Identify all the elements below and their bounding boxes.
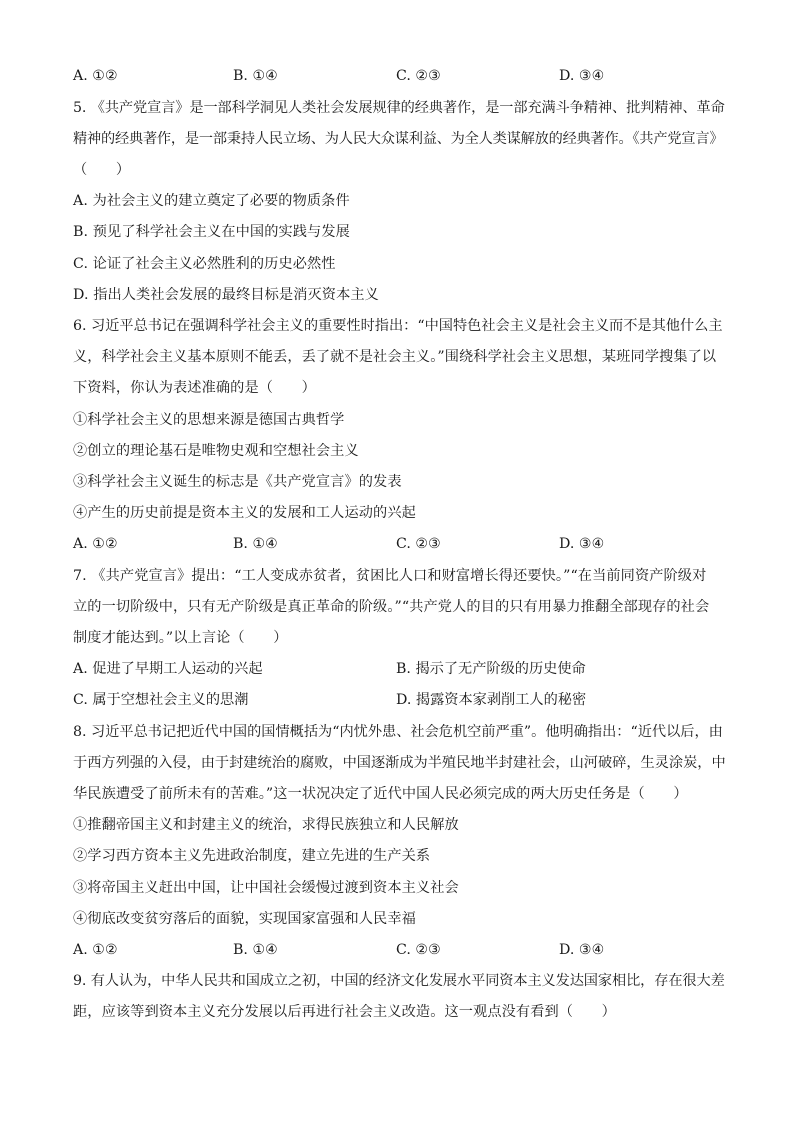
q7-stem-line-2: 立的一切阶级中，只有无产阶级是真正革命的阶级。”“共产党人的目的只有用暴力推翻全部现存的社会 (73, 599, 710, 615)
q7-options-row-2 (0, 690, 794, 710)
q6-option-b[interactable]: B. ①④ (233, 536, 278, 552)
q6-option-c[interactable]: C. ②③ (396, 536, 441, 552)
q5-stem-line-3: （ ） (73, 162, 131, 178)
q4-option-d[interactable]: D. ③④ (559, 68, 605, 84)
q6-option-d[interactable]: D. ③④ (559, 536, 605, 552)
q8-stem-line-2: 于西方列强的入侵，由于封建统治的腐败，中国逐渐成为半殖民地半封建社会，山河破碎，生灵涂炭，中 (73, 755, 726, 771)
q6-options (0, 534, 794, 554)
q5-stem-line-2: 精神的经典著作，是一部秉持人民立场、为人民大众谋利益、为全人类谋解放的经典著作。《共产党宣言》 (73, 131, 724, 147)
q5-option-b[interactable]: B. 预见了科学社会主义在中国的实践与发展 (73, 224, 350, 240)
q5-option-a[interactable]: A. 为社会主义的建立奠定了必要的物质条件 (73, 193, 350, 209)
q6-item-4: ④产生的历史前提是资本主义的发展和工人运动的兴起 (73, 505, 416, 521)
q7-option-a[interactable]: A. 促进了早期工人运动的兴起 (73, 661, 263, 677)
q5-stem-line-1: 5. 《共产党宣言》是一部科学洞见人类社会发展规律的经典著作，是一部充满斗争精神、批判精神、革命 (73, 100, 725, 116)
q8-stem-line-3: 华民族遭受了前所未有的苦难。”这一状况决定了近代中国人民必须完成的两大历史任务是（ ） (73, 786, 688, 802)
q7-stem-line-3: 制度才能达到。”以上言论（ ） (73, 630, 288, 646)
q6-option-a[interactable]: A. ①② (73, 536, 118, 552)
q4-options (0, 66, 794, 86)
q8-item-3: ③将帝国主义赶出中国，让中国社会缓慢过渡到资本主义社会 (73, 880, 459, 896)
q5-option-d[interactable]: D. 指出人类社会发展的最终目标是消灭资本主义 (73, 287, 379, 303)
q6-stem-line-3: 下资料，你认为表述准确的是（ ） (73, 380, 316, 396)
q8-item-2: ②学习西方资本主义先进政治制度，建立先进的生产关系 (73, 848, 431, 864)
q6-item-1: ①科学社会主义的思想来源是德国古典哲学 (73, 412, 345, 428)
q4-option-c[interactable]: C. ②③ (396, 68, 441, 84)
q8-item-1: ①推翻帝国主义和封建主义的统治，求得民族独立和人民解放 (73, 817, 459, 833)
q7-options-row-1 (0, 659, 794, 679)
q6-stem-line-2: 义，科学社会主义基本原则不能丢，丢了就不是社会主义。”围绕科学社会主义思想，某班同学搜集了以 (73, 349, 717, 365)
q7-stem-line-1: 7. 《共产党宣言》提出：“工人变成赤贫者，贫困比人口和财富增长得还要快。”“在当前同资产阶级对 (73, 568, 707, 584)
q5-option-c[interactable]: C. 论证了社会主义必然胜利的历史必然性 (73, 256, 336, 272)
q6-item-3: ③科学社会主义诞生的标志是《共产党宣言》的发表 (73, 474, 402, 490)
q8-stem-line-1: 8. 习近平总书记把近代中国的国情概括为“内忧外患、社会危机空前严重”。他明确指出：“近代以后，由 (73, 724, 723, 740)
q6-stem-line-1: 6. 习近平总书记在强调科学社会主义的重要性时指出：“中国特色社会主义是社会主义而不是其他什么主 (73, 318, 723, 334)
q8-item-4: ④彻底改变贫穷落后的面貌，实现国家富强和人民幸福 (73, 911, 416, 927)
q7-option-d[interactable]: D. 揭露资本家剥削工人的秘密 (396, 692, 587, 708)
q8-options (0, 940, 794, 960)
q4-option-b[interactable]: B. ①④ (233, 68, 278, 84)
q4-option-a[interactable]: A. ①② (73, 68, 118, 84)
q8-option-b[interactable]: B. ①④ (233, 942, 278, 958)
q7-option-b[interactable]: B. 揭示了无产阶级的历史使命 (396, 661, 586, 677)
q8-option-c[interactable]: C. ②③ (396, 942, 441, 958)
q7-option-c[interactable]: C. 属于空想社会主义的思潮 (73, 692, 249, 708)
q6-item-2: ②创立的理论基石是唯物史观和空想社会主义 (73, 443, 359, 459)
q8-option-a[interactable]: A. ①② (73, 942, 118, 958)
q8-option-d[interactable]: D. ③④ (559, 942, 605, 958)
q9-stem-line-2: 距，应该等到资本主义充分发展以后再进行社会主义改造。这一观点没有看到（ ） (73, 1004, 616, 1020)
q9-stem-line-1: 9. 有人认为，中华人民共和国成立之初，中国的经济文化发展水平同资本主义发达国家相比，存在很大差 (73, 973, 725, 989)
